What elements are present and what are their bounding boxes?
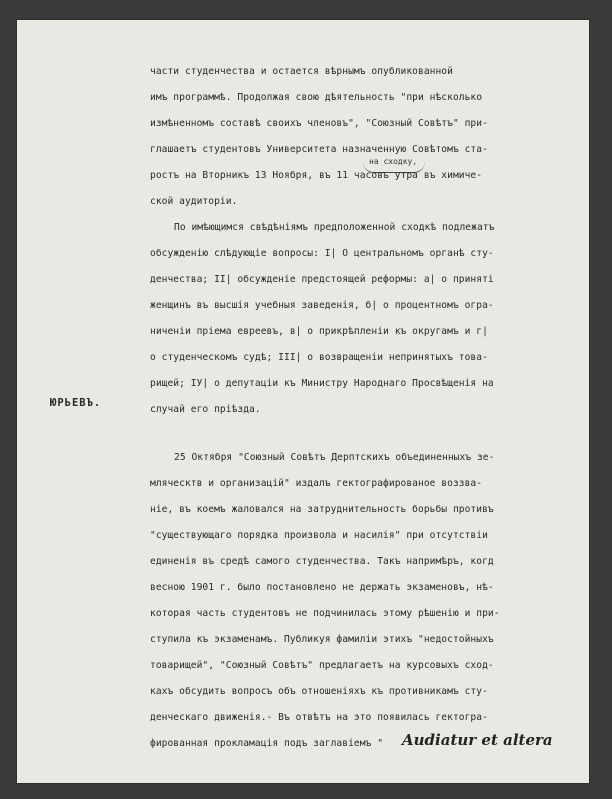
text-line: По имѣющимся свѣдѣніямъ предположенной сходкѣ подлежатъ bbox=[174, 222, 495, 233]
text-line: ступила къ экзаменамъ. Публикуя фамиліи этихъ "недостойныхъ bbox=[150, 634, 494, 645]
text-line: денческаго движенія.- Въ отвѣтъ на это появилась гектогра- bbox=[150, 712, 488, 723]
text-line: измѣненномъ составѣ своихъ членовъ", "Союзный Совѣтъ" при- bbox=[150, 118, 488, 129]
text-line: имъ программѣ. Продолжая свою дѣятельность "при нѣсколько bbox=[150, 92, 483, 103]
text-line: денчества; II| обсужденіе предстоящей реформы: а| о приняті bbox=[150, 274, 494, 285]
text-line: которая часть студентовъ не подчинилась этому рѣшенію и при- bbox=[150, 608, 500, 619]
text-line: части студенчества и остается вѣрнымъ опубликованной bbox=[150, 66, 453, 77]
text-line: ской аудиторіи. bbox=[150, 196, 238, 207]
text-line: ростъ на Вторникъ 13 Ноября, въ 11 часовъ утра въ химиче- bbox=[150, 170, 483, 181]
text-line: фированная прокламація подъ заглавіемъ " bbox=[150, 738, 384, 749]
text-line: кахъ обсудить вопросъ объ отношеніяхъ къ противникамъ сту- bbox=[150, 686, 488, 697]
document-page bbox=[17, 20, 589, 783]
text-line: глашаетъ студентовъ Университета назначенную Совѣтомъ ста- bbox=[150, 144, 488, 155]
text-line: 25 Октября "Союзный Совѣтъ Дерптскихъ объединенныхъ зе- bbox=[174, 452, 495, 463]
text-line: о студенческомъ судѣ; III| о возвращеніи непринятыхъ това- bbox=[150, 352, 488, 363]
text-line: случай его пріѣзда. bbox=[150, 404, 261, 415]
text-line: рищей; IУ| о депутаціи къ Министру Народнаго Просвѣщенія на bbox=[150, 378, 494, 389]
text-line: товарищей", "Союзный Совѣтъ" предлагаетъ на курсовыхъ сход- bbox=[150, 660, 494, 671]
text-line: мляческтв и организацій" издалъ гектографированое воззва- bbox=[150, 478, 483, 489]
text-line: "существующаго порядка произвола и насилія" при отсутствіи bbox=[150, 530, 488, 541]
text-line: весною 1901 г. было постановлено не держать экзаменовъ, нѣ- bbox=[150, 582, 494, 593]
handwritten-insertion: на сходку, bbox=[369, 157, 418, 166]
margin-heading: ЮРЬЕВЪ. bbox=[50, 397, 102, 409]
text-line: обсужденію слѣдующіе вопросы: I| О центральномъ органѣ сту- bbox=[150, 248, 494, 259]
text-line: единенія въ средѣ самого студенчества. Такъ напримѣръ, когд bbox=[150, 556, 494, 567]
text-line: ніе, въ коемъ жаловался на затруднительность борьбы противъ bbox=[150, 504, 494, 515]
handwritten-latin-phrase: Audiatur et altera bbox=[402, 731, 553, 749]
text-line: женщинъ въ высшія учебныя заведенія, б| о процентномъ огра- bbox=[150, 300, 494, 311]
text-line: ниченіи пріема евреевъ, в| о прикрѣпленіи къ округамъ и г| bbox=[150, 326, 488, 337]
